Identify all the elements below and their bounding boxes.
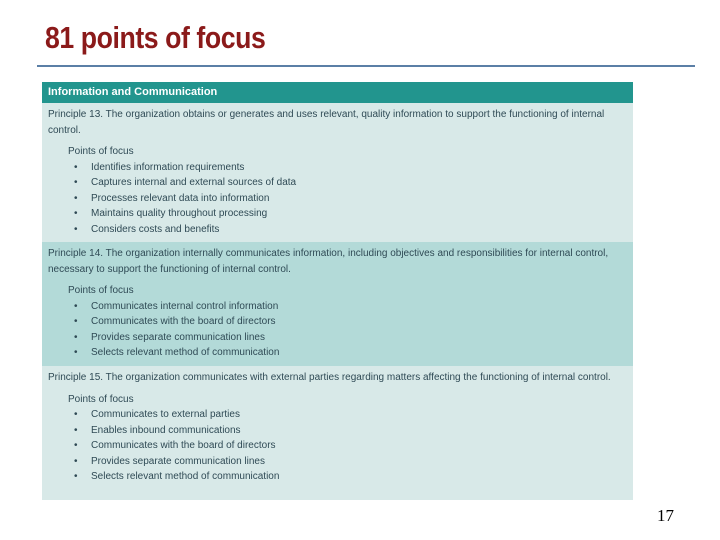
point-item: • Communicates to external parties [72,407,627,423]
principle-13-section [42,103,633,242]
points-list [48,407,627,485]
title-divider [37,65,695,67]
point-item: • Enables inbound communications [72,423,627,439]
point-item: • Processes relevant data into information [72,191,627,207]
point-item: • Communicates with the board of directors [72,438,627,454]
point-item: • Captures internal and external sources of data [72,175,627,191]
point-item: • Identifies information requirements [72,160,627,176]
point-item: • Communicates with the board of directors [72,314,627,330]
principle-14-section [42,242,633,366]
principle-15-text: Principle 15. The organization communicates with external parties regarding matters affecting the functioning of internal control. [48,372,611,383]
point-item: • Provides separate communication lines [72,330,627,346]
page-number: 17 [657,506,674,525]
coso-principles-table [42,82,633,500]
points-of-focus-heading: Points of focus [68,393,134,405]
point-item: • Selects relevant method of communication [72,469,627,485]
principle-15-section [42,366,633,500]
point-item: • Maintains quality throughout processing [72,206,627,222]
point-item: • Considers costs and benefits [72,222,627,238]
slide-title: 81 points of focus [45,20,266,55]
principle-13-text: Principle 13. The organization obtains or generates and uses relevant, quality information to support the functioning of internal control. [48,109,605,136]
point-item: • Provides separate communication lines [72,454,627,470]
points-of-focus-heading: Points of focus [68,146,134,157]
points-list [48,160,627,238]
points-of-focus-heading: Points of focus [68,285,134,296]
point-item: • Selects relevant method of communication [72,345,627,361]
principle-14-text: Principle 14. The organization internally communicates information, including objectives and responsibilities for internal control, necessary to support the functioning of internal control. [48,248,609,275]
point-item: • Communicates internal control information [72,299,627,315]
points-list [48,299,627,361]
table-header: Information and Communication [42,82,633,103]
